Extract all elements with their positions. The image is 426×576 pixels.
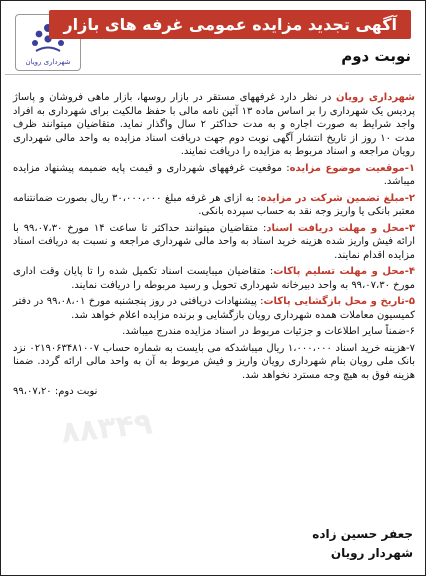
signature-block xyxy=(312,525,413,563)
clause-text: ۷-هزینه خرید اسناد ۱،۰۰۰،۰۰۰ ریال میباشدکه می بایست به شماره حساب ۰۲۱۹۰۶۳۴۸۱۰۰۷ نزد بانک ملی رویان بنام شهرداری رویان واریز و فیش مربوط به آن به واحد مالی ارائه گردد. ضمنا هزینه فوق به هیچ وجه مسترد نخواهد شد. xyxy=(13,342,415,381)
announcement-round: نوبت دوم xyxy=(341,47,411,65)
logo-caption: شهرداری رویان xyxy=(25,57,71,66)
clause-text: : به ازای هر غرفه مبلغ ۳۰،۰۰۰،۰۰۰ ریال بصورت ضمانتنامه معتبر بانکی یا واریز وجه نقد به حساب سپرده بانکی. xyxy=(13,192,415,217)
clause-text: : پیشنهادات دریافتی در روز پنجشنبه مورخ ۹۹،۰۸،۰۱ در دفتر کمیسیون معاملات همده شهرداری رویان بازگشایی و برنده مزایده اعلام خواهد شد. xyxy=(13,296,415,321)
clause-2 xyxy=(13,192,415,219)
intro-lead: شهرداری رویان xyxy=(335,92,415,103)
signatory-name: جعفر حسین زاده xyxy=(312,527,413,541)
clause-text: : متقاضیان میبایست اسناد تکمیل شده را تا پایان وقت اداری مورخ ۹۹،۰۷،۳۰ به واحد دبیرخانه شهرداری تحویل و رسید مربوطه را دریافت نمایند. xyxy=(13,266,415,291)
intro-paragraph xyxy=(13,91,415,159)
clause-1 xyxy=(13,162,415,189)
intro-text: در نظر دارد غرفههای مستقر در بازار روسها، بازار ماهی فروشان و پاساژ پردیس یک شهرداری را بر اساس ماده ۱۳ آئین نامه مالی با حفظ مالکیت برای شهرداری به افراد واجد شرایط به صورت اجاره و به مدت حداکثر ۲ سال واگذار نماید. متقاضیان میتوانند ظرف مدت ۱۰ روز از تاریخ انتشار آگهی نوبت دوم جهت دریافت اسناد مزایده به واحد مالی شهرداری رویان مراجعه و اسناد مربوط به مزایده را دریافت نمایند. xyxy=(13,92,416,157)
clause-title: ۱-موقعیت موضوع مزایده xyxy=(289,162,415,174)
clause-text: ۶-ضمناً سایر اطلاعات و جزئیات مربوط در اسناد مزایده مندرج میباشد. xyxy=(122,326,415,337)
publication-date: نوبت دوم: ۹۹،۰۷،۲۰ xyxy=(13,386,98,397)
clause-title: ۴-محل و مهلت تسلیم پاکات xyxy=(273,266,415,277)
clause-title: ۵-تاریخ و محل بازگشایی پاکات xyxy=(263,296,415,307)
announcement-header xyxy=(5,4,421,75)
announcement-title: آگهی تجدید مزایده عمومی غرفه های بازار xyxy=(49,10,411,39)
signatory-role: شهردار رویان xyxy=(330,546,413,560)
watermark-number: ۸۸۳۴۹ xyxy=(59,406,155,451)
clause-title: ۳-محل و مهلت دریافت اسناد xyxy=(266,222,415,234)
clause-text: : موقعیت غرفههای شهرداری و قیمت پایه ضمیمه پیشنهاد مزایده میباشد. xyxy=(13,162,415,187)
clause-3 xyxy=(13,222,415,263)
clause-title: ۲-مبلغ تضمین شرکت در مزایده xyxy=(260,192,415,204)
announcement-body xyxy=(13,91,415,402)
clause-7 xyxy=(13,342,415,383)
clause-4 xyxy=(13,265,415,292)
clause-6 xyxy=(13,325,415,339)
clause-text: : متقاضیان میتوانند حداکثر تا ساعت ۱۴ مورخ ۹۹،۰۷،۳۰ با ارائه فیش واریز شده هزینه خرید اسناد به واحد مالی شهرداری مراجعه و نسبت به دریافت اسناد مزایده اقدام نمایند. xyxy=(13,222,415,261)
clause-5 xyxy=(13,295,415,322)
